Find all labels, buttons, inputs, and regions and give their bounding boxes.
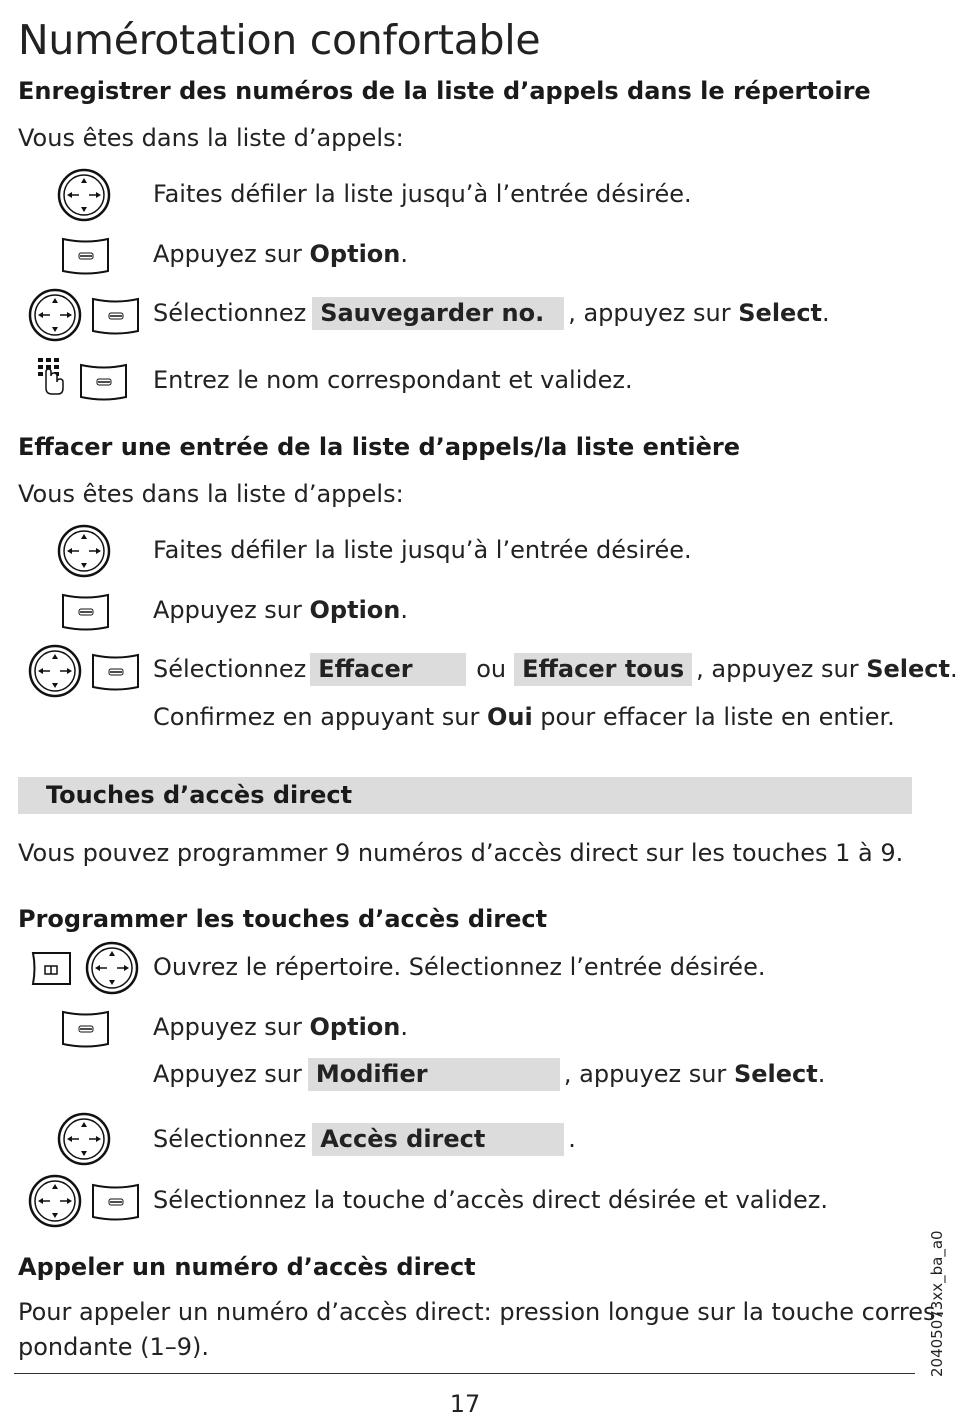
- step-text: Appuyez sur Option.: [153, 240, 409, 268]
- softkey-icon: [90, 652, 142, 692]
- phonebook-key-icon: [30, 950, 74, 988]
- paragraph-line: Pour appeler un numéro d’accès direct: pression longue sur la touche corres-: [18, 1298, 945, 1326]
- menu-option-box: Effacer: [310, 653, 466, 686]
- section-band: [18, 777, 912, 814]
- step-text: Ouvrez le répertoire. Sélectionnez l’entrée désirée.: [153, 953, 766, 981]
- page-title: Numérotation confortable: [18, 16, 541, 64]
- navigation-key-icon: [85, 941, 141, 997]
- navigation-key-icon: [57, 168, 113, 224]
- footer-rule: [14, 1373, 915, 1374]
- paragraph-line: pondante (1–9).: [18, 1333, 209, 1361]
- step-text: Appuyez sur Option.: [153, 1013, 409, 1041]
- step-text: Sélectionnez Sauvegarder no. , appuyez sur Select.: [153, 297, 830, 330]
- section-heading-call-direct: Appeler un numéro d’accès direct: [18, 1253, 476, 1281]
- section-heading-save-numbers: Enregistrer des numéros de la liste d’appels dans le répertoire: [18, 77, 871, 105]
- page-number: 17: [449, 1390, 481, 1418]
- step-text: Confirmez en appuyant sur Oui pour effacer la liste en entier.: [153, 703, 895, 731]
- document-code: 20405073xx_ba_a0: [928, 1230, 946, 1377]
- softkey-icon: [60, 236, 112, 276]
- keypad-hand-icon: [36, 356, 66, 398]
- menu-option-box: Sauvegarder no.: [312, 297, 564, 330]
- navigation-key-icon: [57, 1112, 113, 1168]
- softkey-icon: [78, 362, 130, 402]
- band-title: Touches d’accès direct: [46, 781, 353, 809]
- navigation-key-icon: [28, 644, 84, 700]
- softkey-icon: [60, 1009, 112, 1049]
- navigation-key-icon: [28, 1174, 84, 1230]
- navigation-key-icon: [57, 524, 113, 580]
- step-text: Sélectionnez Accès direct .: [153, 1123, 576, 1156]
- menu-option-box: Accès direct: [312, 1123, 564, 1156]
- softkey-icon: [90, 1182, 142, 1222]
- step-text: Sélectionnez Effacer ou Effacer tous , appuyez sur Select.: [153, 653, 958, 686]
- step-text: Appuyez sur Modifier , appuyez sur Select.: [153, 1058, 825, 1091]
- step-text: Entrez le nom correspondant et validez.: [153, 366, 633, 394]
- softkey-icon: [90, 296, 142, 336]
- step-text: Faites défiler la liste jusqu’à l’entrée désirée.: [153, 180, 692, 208]
- section-intro: Vous êtes dans la liste d’appels:: [18, 124, 404, 152]
- step-text: Appuyez sur Option.: [153, 596, 409, 624]
- section-heading-delete-entry: Effacer une entrée de la liste d’appels/la liste entière: [18, 433, 741, 461]
- navigation-key-icon: [28, 288, 84, 344]
- menu-option-box: Modifier: [308, 1058, 560, 1091]
- softkey-icon: [60, 592, 112, 632]
- menu-option-box: Effacer tous: [514, 653, 692, 686]
- band-intro: Vous pouvez programmer 9 numéros d’accès direct sur les touches 1 à 9.: [18, 839, 904, 867]
- step-text: Faites défiler la liste jusqu’à l’entrée désirée.: [153, 536, 692, 564]
- step-text: Sélectionnez la touche d’accès direct désirée et validez.: [153, 1186, 828, 1214]
- section-heading-program-keys: Programmer les touches d’accès direct: [18, 905, 548, 933]
- section-intro: Vous êtes dans la liste d’appels:: [18, 480, 404, 508]
